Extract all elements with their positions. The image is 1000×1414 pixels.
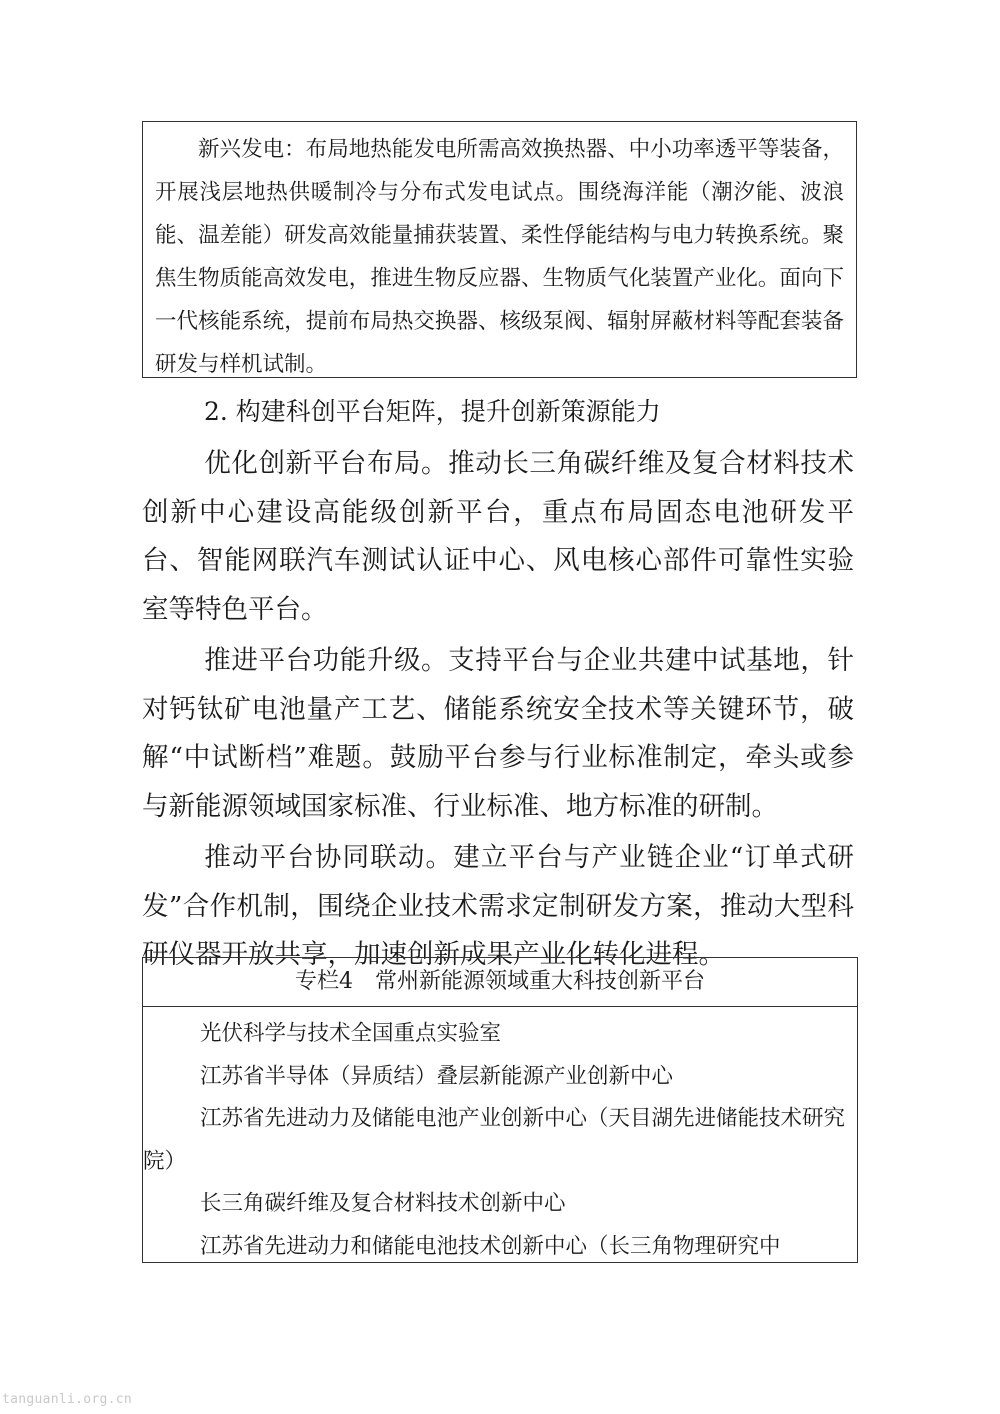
column-title-text: 常州新能源领域重大科技创新平台: [374, 969, 705, 994]
watermark: tanguanli.org.cn: [2, 1392, 133, 1407]
paragraph-platform-collaboration: 推动平台协同联动。建立平台与产业链企业“订单式研发”合作机制，围绕企业技术需求定制研发方案，推动大型科研仪器开放共享，加速创新成果产业化转化进程。: [142, 842, 854, 970]
list-item: 长三角碳纤维及复合材料技术创新中心: [200, 1191, 566, 1216]
section-body: [142, 440, 854, 980]
emerging-power-box: [142, 121, 857, 378]
list-item: 江苏省先进动力和储能电池技术创新中心（长三角物理研究中: [200, 1233, 781, 1259]
platform-list: [143, 1007, 857, 1268]
paragraph-platform-upgrade: 推进平台功能升级。支持平台与企业共建中试基地，针对钙钛矿电池量产工艺、储能系统安全技术等关键环节，破解“中试断档”难题。鼓励平台参与行业标准制定，牵头或参与新能源领域国家标准、行业标准、地方标准的研制。: [142, 645, 854, 822]
column-box: [142, 957, 858, 1263]
paragraph-platform-layout: 优化创新平台布局。推动长三角碳纤维及复合材料技术创新中心建设高能级创新平台，重点布局固态电池研发平台、智能网联汽车测试认证中心、风电核心部件可靠性实验室等特色平台。: [142, 448, 854, 625]
list-item: 光伏科学与技术全国重点实验室: [200, 1021, 502, 1046]
emerging-power-text: 新兴发电：布局地热能发电所需高效换热器、中小功率透平等装备，开展浅层地热供暖制冷与分布式发电试点。围绕海洋能（潮汐能、波浪能、温差能）研发高效能量捕获装置、柔性俘能结构与电力转换系统。聚焦生物质能高效发电，推进生物反应器、生物质气化装置产业化。面向下一代核能系统，提前布局热交换器、核级泵阀、辐射屏蔽材料等配套装备研发与样机试制。: [155, 137, 844, 377]
list-item: 江苏省半导体（异质结）叠层新能源产业创新中心: [200, 1063, 674, 1089]
column-label: 专栏4: [294, 969, 353, 994]
section-heading: 2. 构建科创平台矩阵，提升创新策源能力: [204, 397, 661, 426]
column-title: [143, 958, 857, 1007]
list-item: 江苏省先进动力及储能电池产业创新中心（天目湖先进储能技术研究院）: [143, 1106, 846, 1174]
